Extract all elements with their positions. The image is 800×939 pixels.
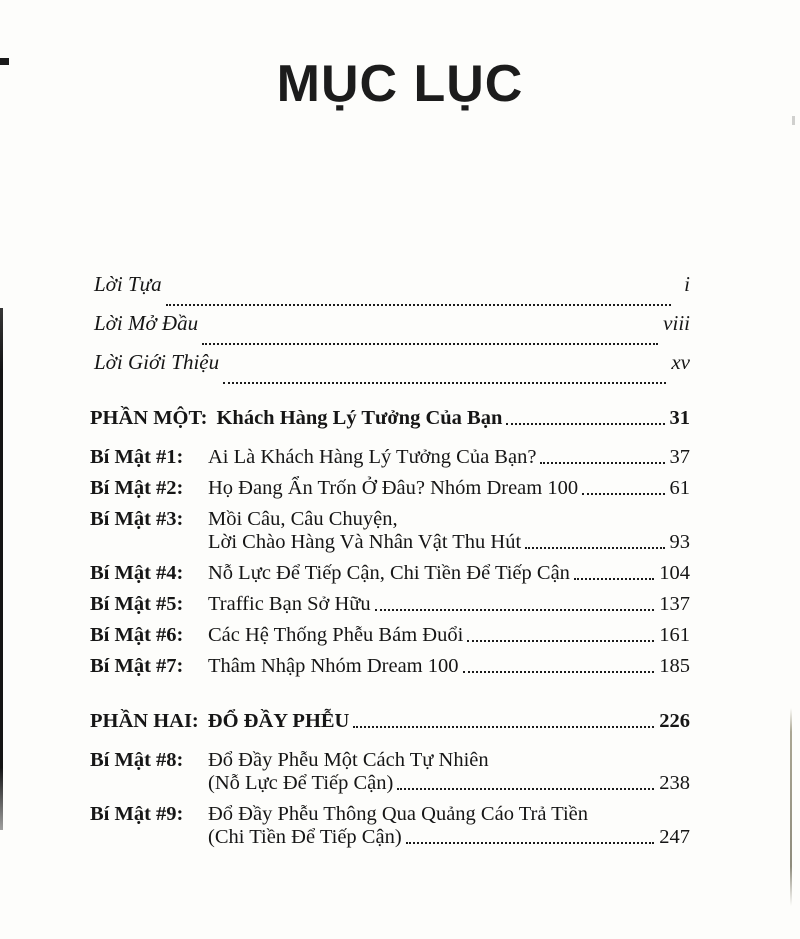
entry-title: Thâm Nhập Nhóm Dream 100: [208, 655, 459, 677]
toc-content: [90, 272, 690, 849]
front-matter-list: [90, 272, 690, 389]
entry-title-line1: Mồi Câu, Câu Chuyện,: [208, 508, 398, 530]
entry-label: Bí Mật #7:: [90, 655, 184, 677]
dot-leader: [540, 462, 664, 464]
page-number: 93: [669, 531, 690, 553]
entry-label: Bí Mật #8:: [90, 749, 184, 771]
entry-title-line2: (Chi Tiền Để Tiếp Cận): [208, 826, 402, 848]
entry-label: Bí Mật #4:: [90, 562, 184, 584]
page-number: 238: [659, 772, 690, 794]
front-matter-row: [90, 311, 690, 350]
page-number: 247: [659, 826, 690, 848]
toc-part-heading: [90, 710, 690, 733]
page-number: 226: [659, 710, 690, 732]
entry-title: Họ Đang Ẩn Trốn Ở Đâu? Nhóm Dream 100: [208, 477, 579, 499]
toc-part-heading: [90, 407, 690, 430]
entry-title: Traffic Bạn Sở Hữu: [208, 593, 371, 615]
entry-label: Bí Mật #3:: [90, 508, 184, 530]
entry-title-line1: Đổ Đầy Phễu Thông Qua Quảng Cáo Trả Tiền: [208, 803, 589, 825]
dot-leader: [223, 382, 666, 384]
dot-leader: [202, 343, 658, 345]
entry-label: Bí Mật #5:: [90, 593, 184, 615]
front-matter-title: Lời Giới Thiệu: [94, 350, 220, 374]
entry-title-line1: Đổ Đầy Phễu Một Cách Tự Nhiên: [208, 749, 489, 771]
dot-leader: [406, 842, 655, 844]
toc-entry: [90, 624, 690, 647]
part-title: Khách Hàng Lý Tưởng Của Bạn: [216, 407, 503, 429]
entry-label: Bí Mật #6:: [90, 624, 184, 646]
toc-entry: [90, 803, 690, 849]
toc-entry: [90, 446, 690, 469]
scan-edge-right-line: [790, 708, 792, 906]
dot-leader: [353, 726, 654, 728]
dot-leader: [582, 493, 664, 495]
page-number: i: [684, 272, 690, 296]
page-number: 61: [669, 477, 690, 499]
page-number: 137: [659, 593, 690, 615]
page-number: 104: [659, 562, 690, 584]
front-matter-row: [90, 350, 690, 389]
page-number: 185: [659, 655, 690, 677]
toc-entry-list: [90, 407, 690, 849]
entry-title-line2: (Nỗ Lực Để Tiếp Cận): [208, 772, 394, 794]
dot-leader: [467, 640, 654, 642]
entry-label: Bí Mật #9:: [90, 803, 184, 825]
page-number: viii: [663, 311, 690, 335]
front-matter-title: Lời Mở Đầu: [94, 311, 199, 335]
dot-leader: [525, 547, 664, 549]
front-matter-title: Lời Tựa: [94, 272, 162, 296]
page-title: MỤC LỤC: [276, 55, 524, 113]
page-number: 37: [669, 446, 690, 468]
scan-edge-left-line: [0, 308, 3, 830]
entry-label: Bí Mật #1:: [90, 446, 184, 468]
dot-leader: [375, 609, 655, 611]
entry-title: Nỗ Lực Để Tiếp Cận, Chi Tiền Để Tiếp Cận: [208, 562, 570, 584]
dot-leader: [506, 423, 664, 425]
entry-title: Các Hệ Thống Phễu Bám Đuổi: [208, 624, 464, 646]
part-label: PHẦN MỘT:: [90, 407, 208, 429]
toc-entry: [90, 508, 690, 554]
part-label: PHẦN HAI:: [90, 710, 199, 732]
toc-entry: [90, 477, 690, 500]
toc-entry: [90, 593, 690, 616]
dot-leader: [166, 304, 671, 306]
entry-title: Ai Là Khách Hàng Lý Tưởng Của Bạn?: [208, 446, 537, 468]
part-title: ĐỔ ĐẦY PHỄU: [207, 710, 350, 732]
entry-label: Bí Mật #2:: [90, 477, 184, 499]
entry-title-line2: Lời Chào Hàng Và Nhân Vật Thu Hút: [208, 531, 522, 553]
front-matter-row: [90, 272, 690, 311]
toc-entry: [90, 749, 690, 795]
dot-leader: [397, 788, 654, 790]
scan-edge-dot: [792, 116, 795, 125]
page-number: 161: [659, 624, 690, 646]
dot-leader: [574, 578, 654, 580]
toc-entry: [90, 562, 690, 585]
page-number: 31: [669, 407, 690, 429]
toc-entry: [90, 655, 690, 678]
scan-corner-mark: [0, 58, 9, 65]
page-number: xv: [671, 350, 690, 374]
dot-leader: [463, 671, 655, 673]
